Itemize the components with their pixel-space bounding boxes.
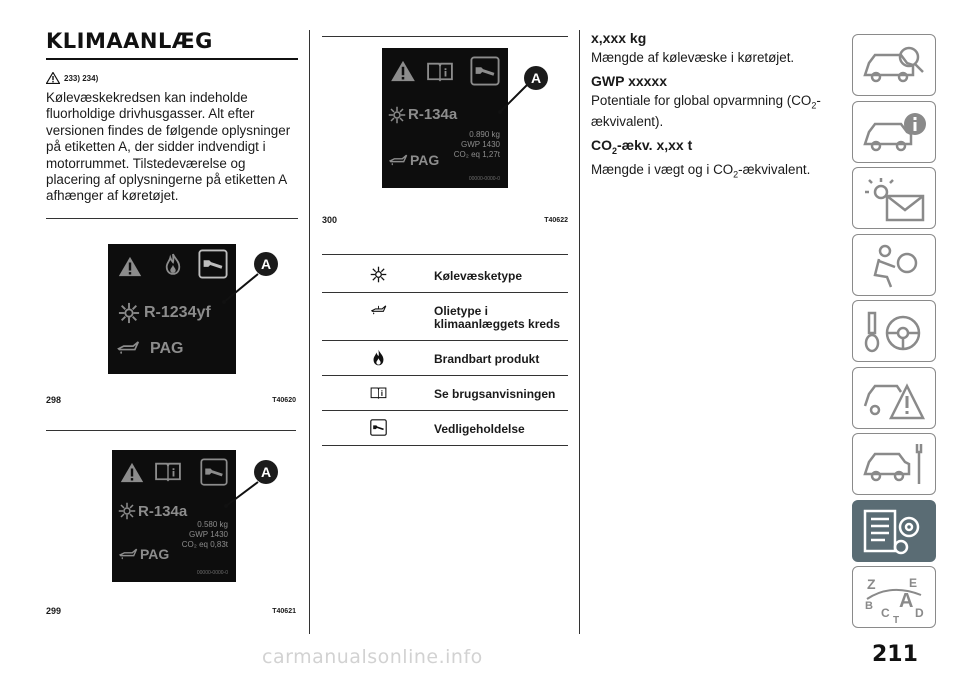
co2-text: CO₂ eq 1,27t (453, 150, 500, 159)
flame-icon (370, 349, 387, 366)
column-divider (309, 30, 310, 634)
table-row (322, 293, 568, 341)
figure-rule (322, 36, 568, 37)
callout-a: A (254, 252, 278, 276)
tab-starting-driving[interactable] (852, 300, 936, 362)
table-row (322, 411, 568, 446)
column-divider (579, 30, 580, 634)
page-title: KLIMAANLÆG (46, 29, 213, 53)
page-number: 211 (872, 642, 918, 667)
figure-number: 299 (46, 606, 62, 616)
specs-gear-icon (861, 507, 929, 557)
figure-299 (46, 440, 296, 620)
gwp-description: Potentiale for global opvarmning $(CO_2-ækvivalent)$. (591, 93, 821, 129)
car-warning-triangle-icon (861, 374, 929, 424)
serial-text: 00000-0000-0 (196, 570, 228, 576)
car-wrench-icon (861, 440, 929, 490)
svg-text:D: D (915, 606, 924, 620)
refrigerant-text: R-1234yf (144, 304, 211, 321)
refrigerant-text: R-134a (408, 106, 458, 123)
charge-text: 0.580 kg (197, 520, 228, 529)
oil-can-icon (370, 301, 387, 318)
oil-text: PAG (140, 546, 170, 562)
gwp-text: GWP 1430 (461, 140, 500, 149)
figure-number: 298 (46, 395, 62, 405)
co2-description: Mængde i vægt og i $CO_2$-ækvivalent. (591, 162, 811, 181)
symbol-label: Se brugsanvisningen (434, 387, 556, 401)
intro-paragraph: Kølevæskekredsen kan indeholde fluorholdige drivhusgasser. Alt efter versionen findes de følgende oplysninger på etiketten A, der sidder indvendigt i motorrummet. Tilstedeværelse og placering af oplysningerne på etiketten A afhænger af køretøjet. (46, 90, 291, 204)
svg-text:C: C (881, 606, 890, 620)
tab-warning-lights[interactable] (852, 167, 936, 229)
svg-text:B: B (865, 600, 873, 612)
figure-code: T40620 (272, 397, 296, 404)
warning-triangle-icon (46, 72, 60, 84)
refs-text: 233) 234) (64, 73, 99, 83)
car-info-icon (861, 108, 929, 158)
tab-safety[interactable] (852, 234, 936, 296)
table-row (322, 258, 568, 293)
co2-heading: $CO_2$-ækv. x,xx t (591, 136, 693, 156)
figure-number: 300 (322, 215, 338, 225)
gwp-heading: GWP xxxxx (591, 73, 668, 89)
tab-car-magnifier[interactable] (852, 34, 936, 96)
section-rule (46, 218, 298, 219)
figure-code: T40621 (272, 608, 296, 615)
alphabet-index-icon (861, 573, 929, 623)
airbag-person-icon (861, 241, 929, 291)
left-column (46, 30, 298, 219)
watermark: carmanualsonline.info (262, 646, 483, 668)
svg-text:Z: Z (867, 576, 876, 592)
tab-maintenance[interactable] (852, 433, 936, 495)
snowflake-icon (370, 266, 387, 283)
symbol-label: Vedligeholdelse (434, 422, 525, 436)
gwp-text: GWP 1430 (189, 530, 228, 539)
figure-rule (322, 254, 568, 255)
callout-a: A (524, 66, 548, 90)
symbol-label: Kølevæsketype (434, 269, 523, 283)
tab-emergency[interactable] (852, 367, 936, 429)
figure-code: T40622 (544, 217, 568, 224)
figure-rule (46, 430, 296, 431)
svg-text:E: E (909, 576, 918, 590)
symbol-label: Brandbart produkt (434, 352, 540, 366)
tab-technical-data[interactable] (852, 500, 936, 562)
figure-298 (46, 232, 296, 432)
svg-text:A: A (899, 590, 914, 612)
svg-text:T: T (893, 615, 900, 623)
car-magnifier-icon (861, 41, 929, 91)
warning-refs (46, 72, 298, 84)
charge-text: 0.890 kg (469, 130, 500, 139)
chapter-sidebar (852, 34, 936, 633)
right-column (591, 30, 831, 190)
charge-description: Mængde af kølevæske i køretøjet. (591, 50, 795, 65)
co2-text: CO₂ eq 0,83t (181, 540, 228, 549)
table-row (322, 341, 568, 376)
tab-car-info[interactable] (852, 101, 936, 163)
oil-text: PAG (410, 152, 440, 168)
figure-300 (322, 38, 568, 258)
title-rule (46, 58, 298, 60)
symbol-table (322, 258, 568, 446)
tab-index[interactable] (852, 566, 936, 628)
key-steering-wheel-icon (861, 307, 929, 357)
charge-heading: x,xxx kg (591, 30, 647, 46)
manual-icon (370, 384, 387, 401)
refrigerant-text: R-134a (138, 503, 188, 520)
wrench-icon (370, 419, 387, 436)
table-row (322, 376, 568, 411)
warning-light-envelope-icon (861, 174, 929, 224)
serial-text: 00000-0000-0 (468, 176, 500, 182)
oil-text: PAG (150, 340, 184, 357)
callout-a: A (254, 460, 278, 484)
symbol-label: Olietype i klimaanlæggets kreds (434, 304, 561, 331)
